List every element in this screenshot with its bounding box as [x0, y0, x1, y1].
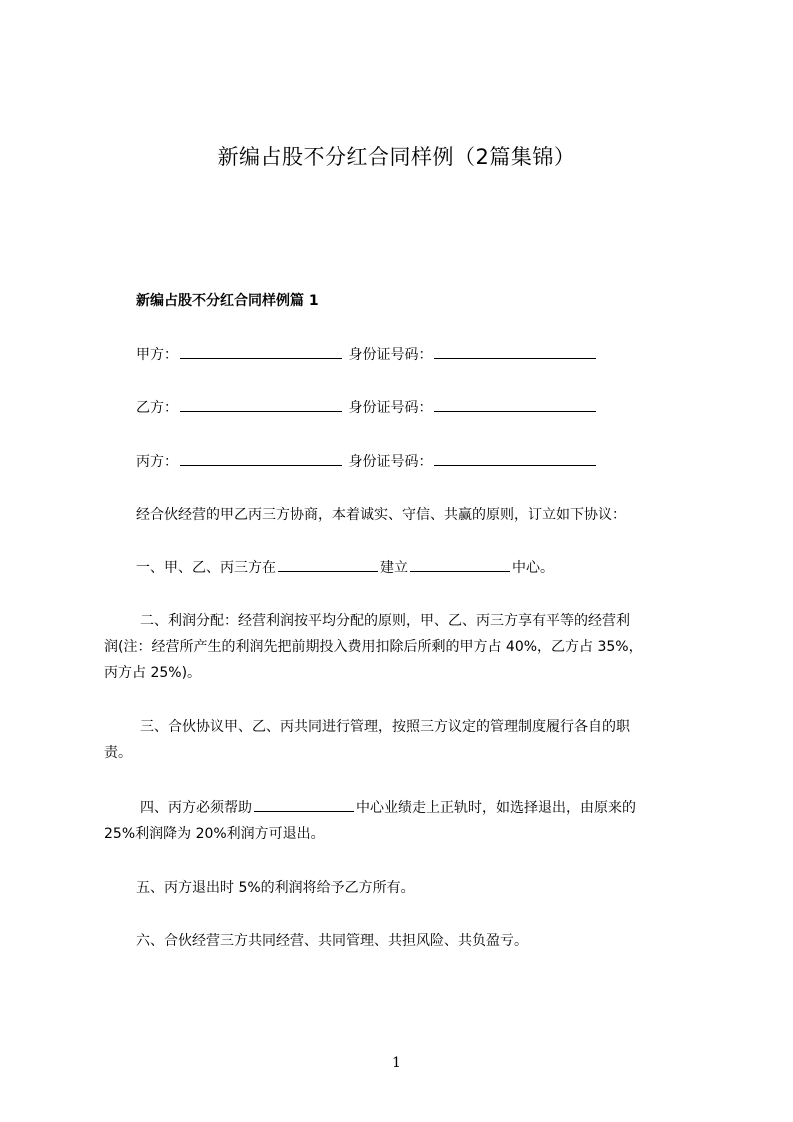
clause-1-text-a: 一、甲、乙、丙三方在 [136, 560, 276, 576]
party-a-name-blank [180, 344, 342, 359]
clause-2-line-1: 二、利润分配：经营利润按平均分配的原则，甲、乙、丙三方享有平等的经营利 [140, 613, 630, 629]
party-a-id-label: 身份证号码： [348, 347, 433, 363]
party-c-label: 丙方： [136, 454, 178, 470]
clause-5: 五、丙方退出时 5%的利润将给予乙方所有。 [136, 880, 415, 896]
party-a-label: 甲方： [136, 347, 178, 363]
party-c-name-blank [180, 451, 342, 466]
clause-4-text-a: 四、丙方必须帮助 [140, 800, 252, 816]
party-b-id-label: 身份证号码： [348, 400, 433, 416]
clause-1-text-b: 建立 [380, 560, 408, 576]
document-title: 新编占股不分红合同样例（2篇集锦） [217, 145, 576, 169]
party-b-name-blank [180, 397, 342, 412]
page-number: 1 [392, 1055, 401, 1071]
clause-3-line-1: 三、合伙协议甲、乙、丙共同进行管理，按照三方议定的管理制度履行各自的职 [140, 719, 630, 735]
clause-6: 六、合伙经营三方共同经营、共同管理、共担风险、共负盈亏。 [136, 933, 528, 949]
party-c-line [136, 451, 598, 473]
party-c-id-blank [434, 451, 596, 466]
clause-4-line-1 [140, 797, 636, 819]
clause-1 [136, 557, 554, 579]
party-b-line [136, 397, 598, 419]
party-a-id-blank [434, 344, 596, 359]
clause-1-text-c: 中心。 [512, 560, 554, 576]
clause-2-line-2: 润(注：经营所产生的利润先把前期投入费用扣除后所剩的甲方占 40%，乙方占 35%， [104, 639, 643, 655]
party-b-id-blank [434, 397, 596, 412]
party-c-id-label: 身份证号码： [348, 454, 433, 470]
clause-4-line-2: 25%利润降为 20%利润方可退出。 [104, 826, 325, 842]
clause-2-line-3: 丙方占 25%)。 [104, 665, 202, 681]
clause-1-center-blank [410, 557, 510, 572]
clause-4-center-blank [254, 797, 354, 812]
clause-4-text-b: 中心业绩走上正轨时，如选择退出，由原来的 [356, 800, 636, 816]
party-b-label: 乙方： [136, 400, 178, 416]
party-a-line [136, 344, 598, 366]
intro-paragraph: 经合伙经营的甲乙丙三方协商，本着诚实、守信、共赢的原则，订立如下协议： [136, 507, 626, 523]
clause-3-line-2: 责。 [104, 745, 132, 761]
clause-1-location-blank [278, 557, 378, 572]
section-heading: 新编占股不分红合同样例篇 1 [136, 293, 319, 309]
